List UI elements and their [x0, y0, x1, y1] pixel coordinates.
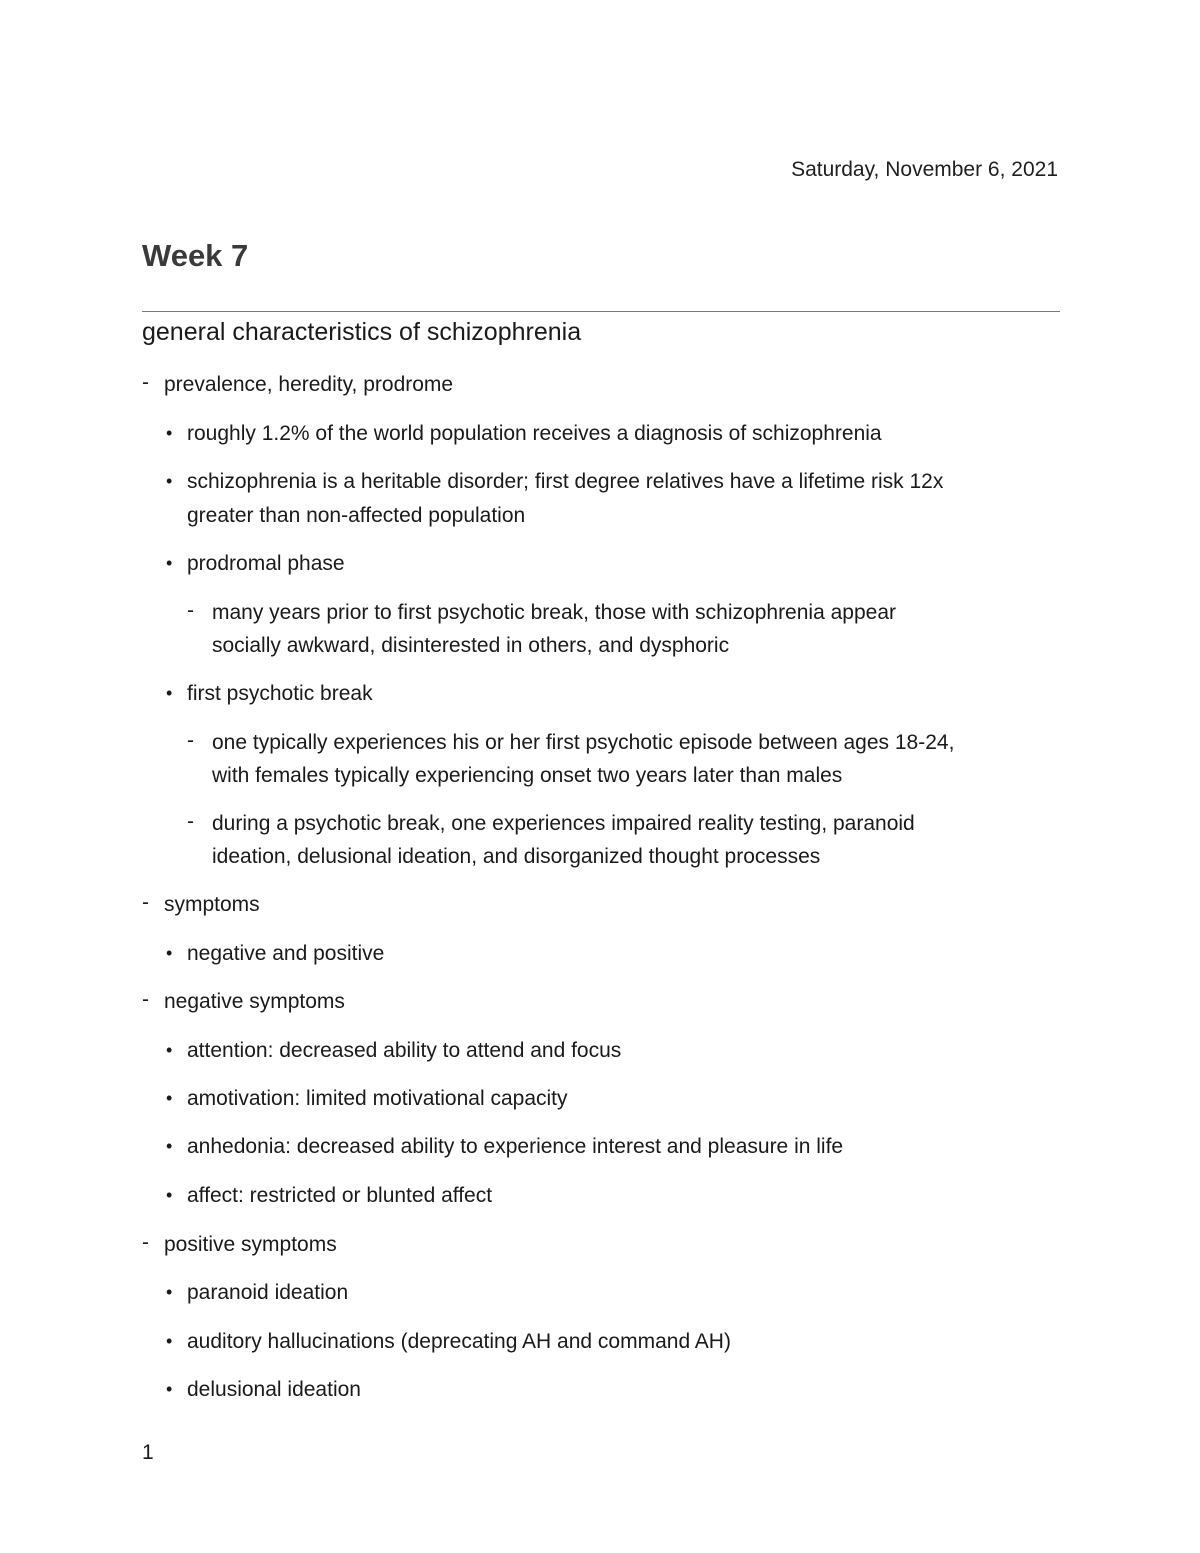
list-item-symptoms: symptoms [164, 893, 260, 916]
list-item-onset: one typically experiences his or her first psychotic episode between ages 18-24, [212, 731, 955, 754]
list-item-prevalence: prevalence, heredity, prodrome [164, 373, 454, 396]
bullet-marker: • [166, 1040, 173, 1060]
list-item-auditory: auditory hallucinations (deprecating AH and command AH) [187, 1330, 731, 1353]
bullet-marker: • [166, 1282, 173, 1302]
list-item-prodromal-sub: many years prior to first psychotic break, those with schizophrenia appear [212, 601, 896, 624]
list-item-neg-and-pos: negative and positive [187, 942, 385, 965]
dash-marker: - [187, 599, 194, 622]
bullet-marker: • [166, 553, 173, 573]
title-divider [142, 311, 1060, 312]
bullet-marker: • [166, 1379, 173, 1399]
document-date: Saturday, November 6, 2021 [791, 158, 1058, 181]
list-item-negative-symptoms: negative symptoms [164, 990, 345, 1013]
dash-marker: - [142, 371, 149, 394]
list-item-paranoid: paranoid ideation [187, 1281, 349, 1304]
list-item-attention: attention: decreased ability to attend and focus [187, 1039, 622, 1062]
bullet-marker: • [166, 423, 173, 443]
page-title: Week 7 [142, 238, 249, 273]
page-number: 1 [142, 1441, 154, 1464]
list-item-anhedonia: anhedonia: decreased ability to experience interest and pleasure in life [187, 1135, 844, 1158]
dash-marker: - [187, 729, 194, 752]
bullet-marker: • [166, 683, 173, 703]
bullet-marker: • [166, 1331, 173, 1351]
dash-marker: - [142, 988, 149, 1011]
bullet-marker: • [166, 471, 173, 491]
list-item-heritable: schizophrenia is a heritable disorder; first degree relatives have a lifetime risk 12x [187, 470, 944, 493]
section-heading: general characteristics of schizophrenia [142, 318, 582, 346]
dash-marker: - [142, 1231, 149, 1254]
list-item-during-break: during a psychotic break, one experiences impaired reality testing, paranoid [212, 812, 915, 835]
dash-marker: - [187, 810, 194, 833]
bullet-marker: • [166, 1136, 173, 1156]
bullet-marker: • [166, 1088, 173, 1108]
list-item-positive-symptoms: positive symptoms [164, 1233, 337, 1256]
bullet-marker: • [166, 1185, 173, 1205]
list-item-affect: affect: restricted or blunted affect [187, 1184, 493, 1207]
list-item-amotivation: amotivation: limited motivational capacity [187, 1087, 568, 1110]
list-item-prodromal-sub-cont: socially awkward, disinterested in others, and dysphoric [212, 634, 730, 657]
dash-marker: - [142, 891, 149, 914]
bullet-marker: • [166, 943, 173, 963]
list-item-during-break-cont: ideation, delusional ideation, and disorganized thought processes [212, 845, 821, 868]
list-item-delusional: delusional ideation [187, 1378, 361, 1401]
list-item-first-break: first psychotic break [187, 682, 373, 705]
list-item-prodromal: prodromal phase [187, 552, 345, 575]
list-item-onset-cont: with females typically experiencing onset two years later than males [212, 764, 843, 787]
list-item-roughly: roughly 1.2% of the world population receives a diagnosis of schizophrenia [187, 422, 882, 445]
list-item-heritable-cont: greater than non-affected population [187, 504, 526, 527]
